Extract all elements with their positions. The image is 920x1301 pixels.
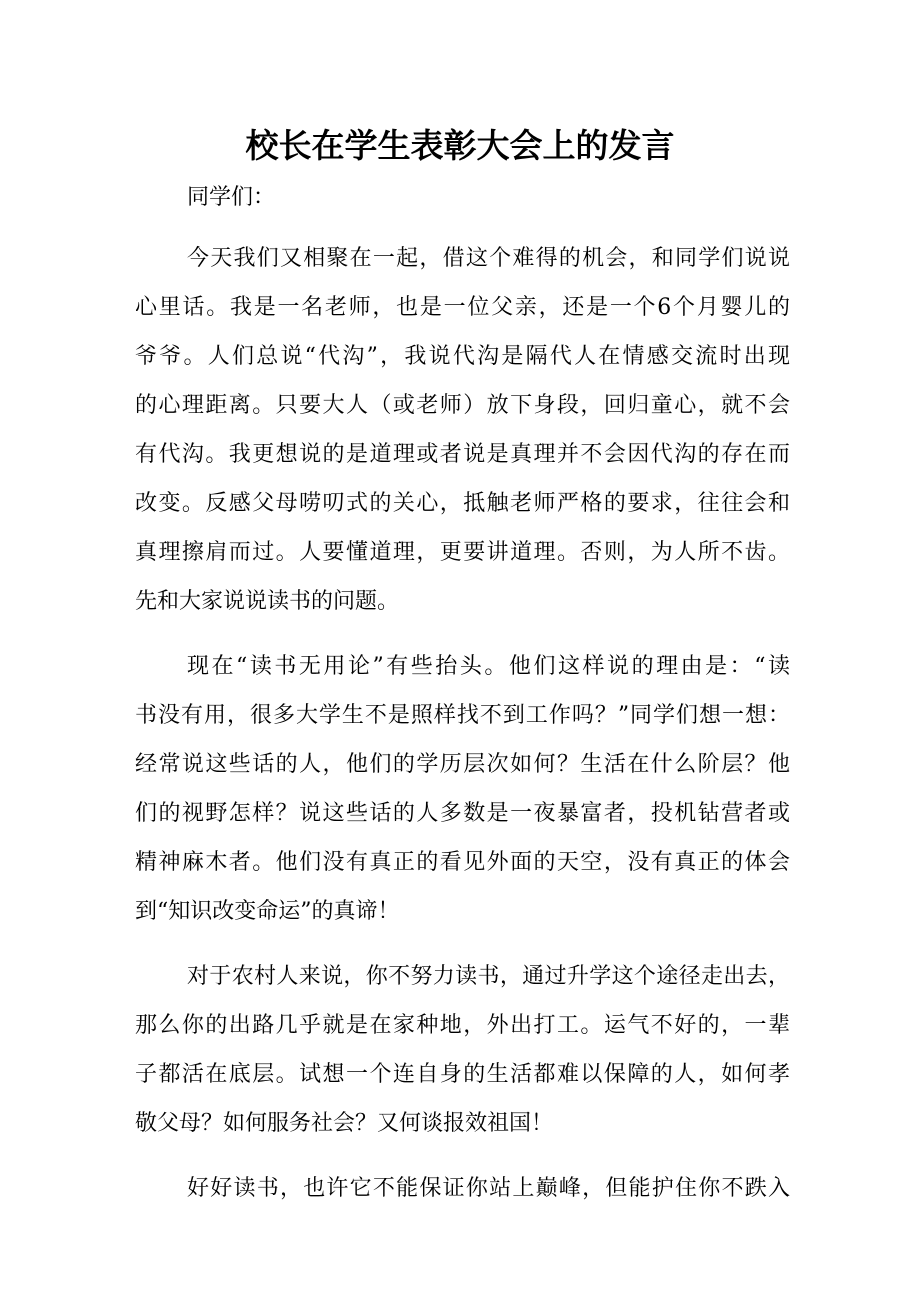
text-line: 精神麻木者。他们没有真正的看见外面的天空，没有真正的体会: [135, 850, 790, 875]
paragraph-3: [135, 952, 790, 1148]
text-line: 子都活在底层。试想一个连自身的生活都难以保障的人，如何孝: [135, 1062, 790, 1087]
text-line: 敬父母？如何服务社会？又何谈报效祖国！: [135, 1111, 554, 1136]
text-line: 爷爷。人们总说“代沟”，我说代沟是隔代人在情感交流时出现: [135, 344, 790, 369]
text-line: 经常说这些话的人，他们的学历层次如何？生活在什么阶层？他: [135, 752, 790, 777]
text-line: 心里话。我是一名老师，也是一位父亲，还是一个6个月婴儿的: [135, 295, 790, 320]
paragraph-4: [135, 1164, 790, 1213]
text-line: 有代沟。我更想说的是道理或者说是真理并不会因代沟的存在而: [135, 442, 790, 467]
text-line: 的心理距离。只要大人（或老师）放下身段，回归童心，就不会: [135, 393, 790, 418]
text-line: 先和大家说说读书的问题。: [135, 589, 400, 614]
salutation: 同学们：: [187, 185, 276, 210]
paragraph-2: [135, 642, 790, 936]
text-line: 们的视野怎样？说这些话的人多数是一夜暴富者，投机钻营者或: [135, 801, 790, 826]
document-body: [135, 178, 790, 1213]
text-line: 好好读书，也许它不能保证你站上巅峰，但能护住你不跌入: [187, 1176, 790, 1201]
text-line: 今天我们又相聚在一起，借这个难得的机会，和同学们说说: [187, 246, 790, 271]
text-line: 改变。反感父母唠叨式的关心，抵触老师严格的要求，往往会和: [135, 491, 790, 516]
text-line: 对于农村人来说，你不努力读书，通过升学这个途径走出去，: [187, 964, 790, 989]
text-line: 到“知识改变命运”的真谛！: [135, 899, 400, 924]
document-title: 校长在学生表彰大会上的发言: [245, 126, 675, 165]
text-line: 真理擦肩而过。人要懂道理，更要讲道理。否则，为人所不齿。: [135, 540, 790, 565]
text-line: 书没有用，很多大学生不是照样找不到工作吗？”同学们想一想：: [135, 703, 790, 728]
text-line: 那么你的出路几乎就是在家种地，外出打工。运气不好的，一辈: [135, 1013, 790, 1038]
text-line: 现在“读书无用论”有些抬头。他们这样说的理由是：“读: [187, 654, 790, 679]
paragraph-1: [135, 234, 790, 626]
